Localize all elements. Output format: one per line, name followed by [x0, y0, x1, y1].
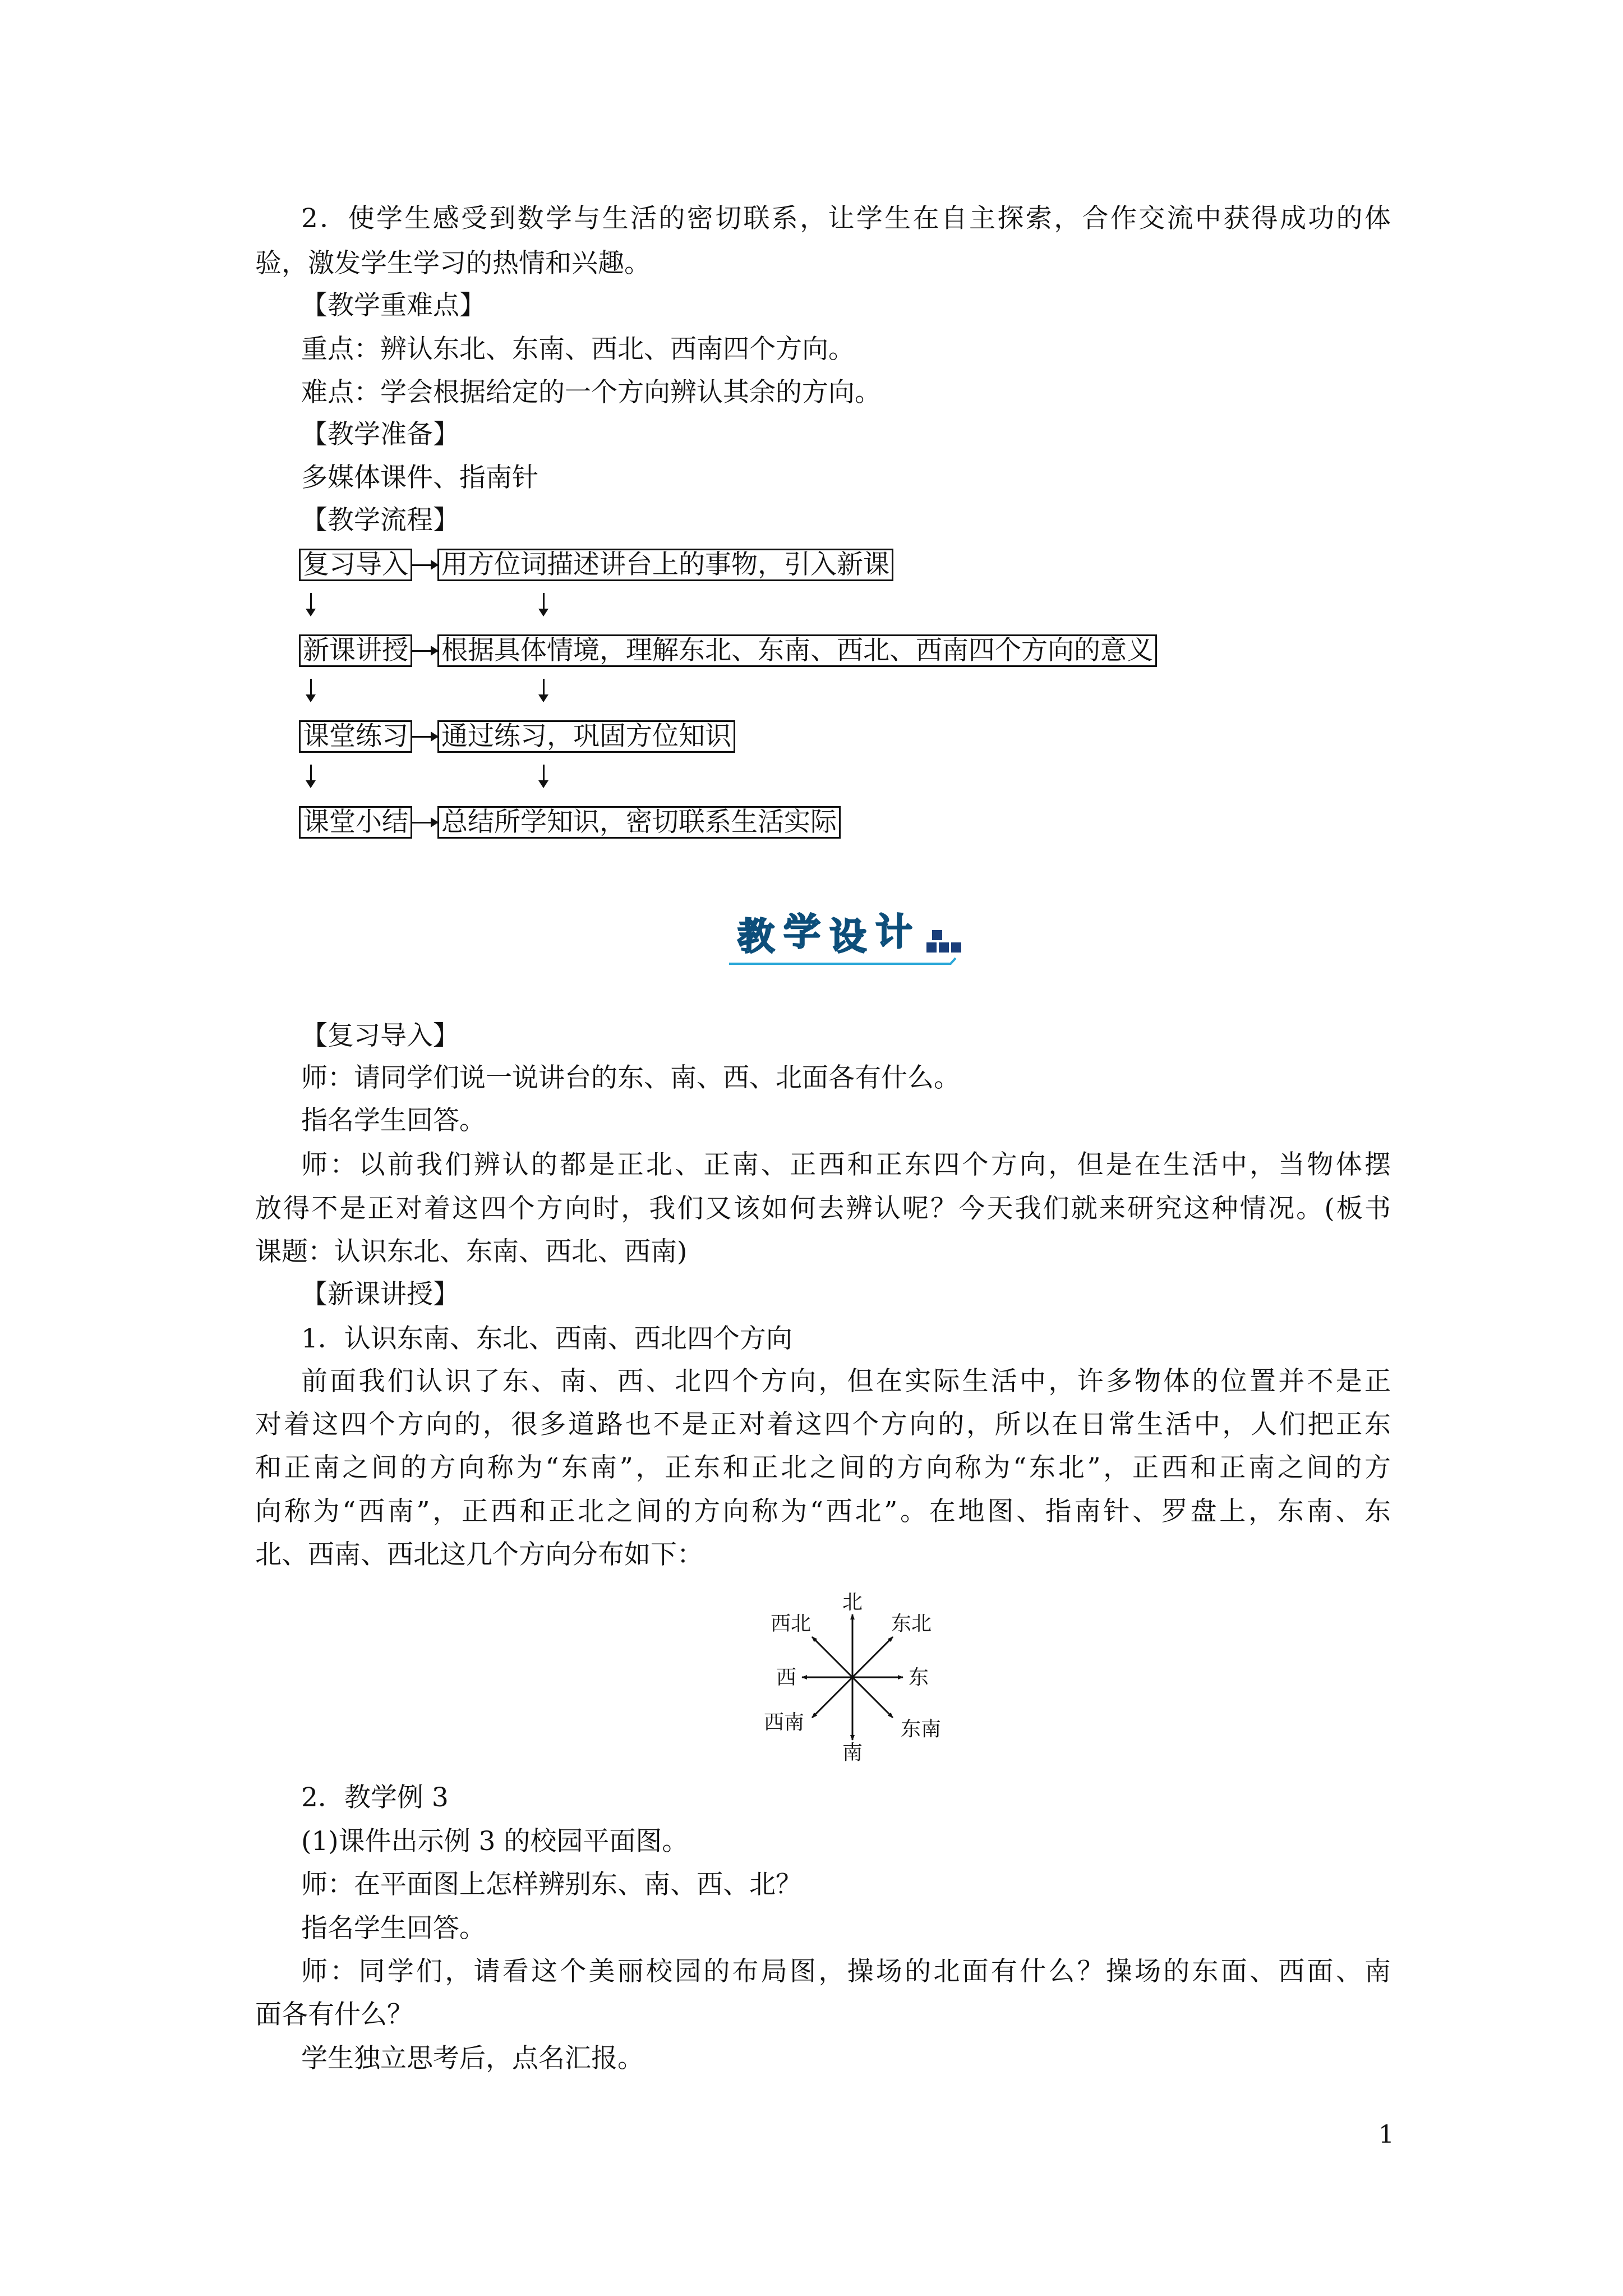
objective-line-2: 验，激发学生学习的热情和兴趣。 — [255, 248, 651, 279]
banner-char: 学 — [783, 910, 820, 954]
example-last-line: 学生独立思考后，点名汇报。 — [301, 2043, 644, 2074]
banner-square-icon — [951, 942, 961, 953]
difficulty-text: 难点：学会根据给定的一个方向辨认其余的方向。 — [301, 377, 881, 408]
northwest-arrow — [812, 1637, 852, 1677]
new-lesson-heading: 【新课讲授】 — [301, 1279, 459, 1310]
right-arrow-icon — [412, 564, 437, 566]
compass-diagram — [740, 1588, 965, 1767]
flow-stage-box: 复习导入 — [299, 549, 412, 581]
lesson-para-line-5: 北、西南、西北这几个方向分布如下： — [255, 1539, 703, 1570]
review-p3-line-3: 课题：认识东北、东南、西北、西南) — [255, 1236, 688, 1267]
flow-step — [299, 720, 735, 753]
focus-text: 重点：辨认东北、东南、西北、西南四个方向。 — [301, 334, 855, 365]
banner-char: 设 — [829, 915, 866, 958]
lesson-para-line-2: 对着这四个方向的，很多道路也不是正对着这四个方向的，所以在日常生活中，人们把正东 — [255, 1409, 1391, 1440]
example-question-2-line-1: 师：同学们，请看这个美丽校园的布局图，操场的北面有什么？操场的东面、西面、南 — [301, 1956, 1391, 1987]
flow-step — [299, 634, 1157, 668]
compass-label-northwest: 西北 — [770, 1612, 811, 1635]
flow-desc-box: 根据具体情境，理解东北、东南、西北、西南四个方向的意义 — [437, 634, 1157, 667]
preparation-heading: 【教学准备】 — [301, 419, 459, 450]
compass-label-northeast: 东北 — [891, 1612, 932, 1635]
compass-label-southwest: 西南 — [763, 1711, 805, 1734]
teaching-design-banner — [729, 898, 981, 970]
down-arrow-icon — [310, 593, 312, 614]
flow-step — [299, 548, 893, 582]
flow-stage-box: 新课讲授 — [299, 634, 412, 667]
down-arrow-icon — [543, 765, 545, 786]
example-question-2-line-2: 面各有什么？ — [255, 1999, 413, 2030]
review-heading: 【复习导入】 — [301, 1020, 459, 1051]
flow-desc-box: 用方位词描述讲台上的事物，引入新课 — [437, 549, 893, 581]
banner-char: 计 — [875, 910, 912, 954]
example-item-1: (1)课件出示例 3 的校园平面图。 — [301, 1826, 689, 1857]
compass-label-east: 东 — [908, 1666, 929, 1689]
lesson-para-line-4: 向称为“西南”，正西和正北之间的方向称为“西北”。在地图、指南针、罗盘上，东南、东 — [255, 1496, 1391, 1527]
right-arrow-icon — [412, 736, 437, 738]
compass-label-southeast: 东南 — [900, 1718, 942, 1741]
preparation-items: 多媒体课件、指南针 — [301, 462, 538, 493]
subsection-2-title: 2．教学例 3 — [301, 1782, 449, 1813]
key-points-heading: 【教学重难点】 — [301, 290, 486, 321]
lesson-para-line-3: 和正南之间的方向称为“东南”，正东和正北之间的方向称为“东北”，正西和正南之间的方 — [255, 1452, 1391, 1483]
lesson-para-line-1: 前面我们认识了东、南、西、北四个方向，但在实际生活中，许多物体的位置并不是正 — [301, 1366, 1391, 1397]
example-answer-1: 指名学生回答。 — [301, 1913, 486, 1944]
compass-label-west: 西 — [776, 1666, 797, 1689]
compass-label-north: 北 — [842, 1591, 863, 1614]
southeast-arrow — [852, 1677, 893, 1718]
down-arrow-icon — [543, 593, 545, 614]
flow-stage-box: 课堂小结 — [299, 806, 412, 839]
subsection-1-title: 1．认识东南、东北、西南、西北四个方向 — [301, 1323, 792, 1354]
banner-square-icon — [939, 942, 949, 953]
review-p3-line-1: 师：以前我们辨认的都是正北、正南、正西和正东四个方向，但是在生活中，当物体摆 — [301, 1149, 1391, 1180]
down-arrow-icon — [310, 679, 312, 700]
flow-stage-box: 课堂练习 — [299, 720, 412, 753]
down-arrow-icon — [543, 679, 545, 700]
banner-square-icon — [926, 942, 937, 953]
right-arrow-icon — [412, 650, 437, 652]
objective-line-1: 2．使学生感受到数学与生活的密切联系，让学生在自主探索，合作交流中获得成功的体 — [301, 203, 1391, 234]
flow-desc-box: 通过练习，巩固方位知识 — [437, 720, 735, 753]
compass-label-south: 南 — [842, 1741, 863, 1764]
flow-desc-box: 总结所学知识，密切联系生活实际 — [437, 806, 841, 839]
northeast-arrow — [852, 1637, 893, 1677]
review-p2: 指名学生回答。 — [301, 1105, 486, 1136]
down-arrow-icon — [310, 765, 312, 786]
southwest-arrow — [812, 1677, 852, 1718]
banner-char: 教 — [737, 915, 774, 958]
flow-heading: 【教学流程】 — [301, 505, 459, 536]
review-p3-line-2: 放得不是正对着这四个方向时，我们又该如何去辨认呢？今天我们就来研究这种情况。(板书 — [255, 1193, 1391, 1224]
review-p1: 师：请同学们说一说讲台的东、南、西、北面各有什么。 — [301, 1062, 960, 1093]
flow-step — [299, 806, 841, 839]
page-number: 1 — [1378, 2120, 1394, 2149]
example-question-1: 师：在平面图上怎样辨别东、南、西、北？ — [301, 1869, 802, 1900]
banner-square-icon — [932, 930, 942, 940]
right-arrow-icon — [412, 822, 437, 823]
